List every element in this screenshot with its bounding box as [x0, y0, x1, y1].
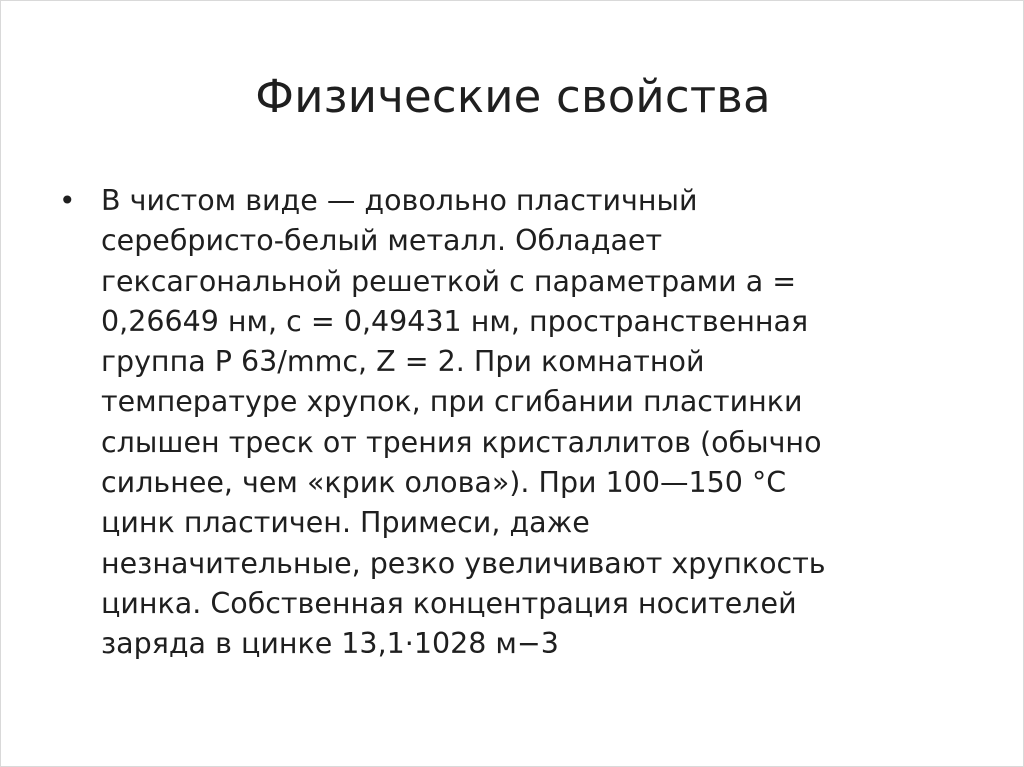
- bullet-point-icon: •: [59, 184, 76, 217]
- bullet-text: В чистом виде — довольно пластичный серебристо-белый металл. Обладает гексагональной решеткой с параметрами a = 0,26649 нм, с = 0,49431 нм, пространственная группа P 63/mmc, Z = 2. При комнатной температуре хрупок, при сгибании пластинки слышен треск от трения кристаллитов (обычно сильнее, чем «крик олова»). При 100—150 °C цинк пластичен. Примеси, даже незначительные, резко увеличивают хрупкость цинка. Собственная концентрация носителей заряда в цинке 13,1·1028 м−3: [101, 184, 826, 661]
- slide-title: Физические свойства: [255, 70, 771, 123]
- bullet-list: [59, 181, 979, 665]
- bullet-item: [59, 181, 979, 665]
